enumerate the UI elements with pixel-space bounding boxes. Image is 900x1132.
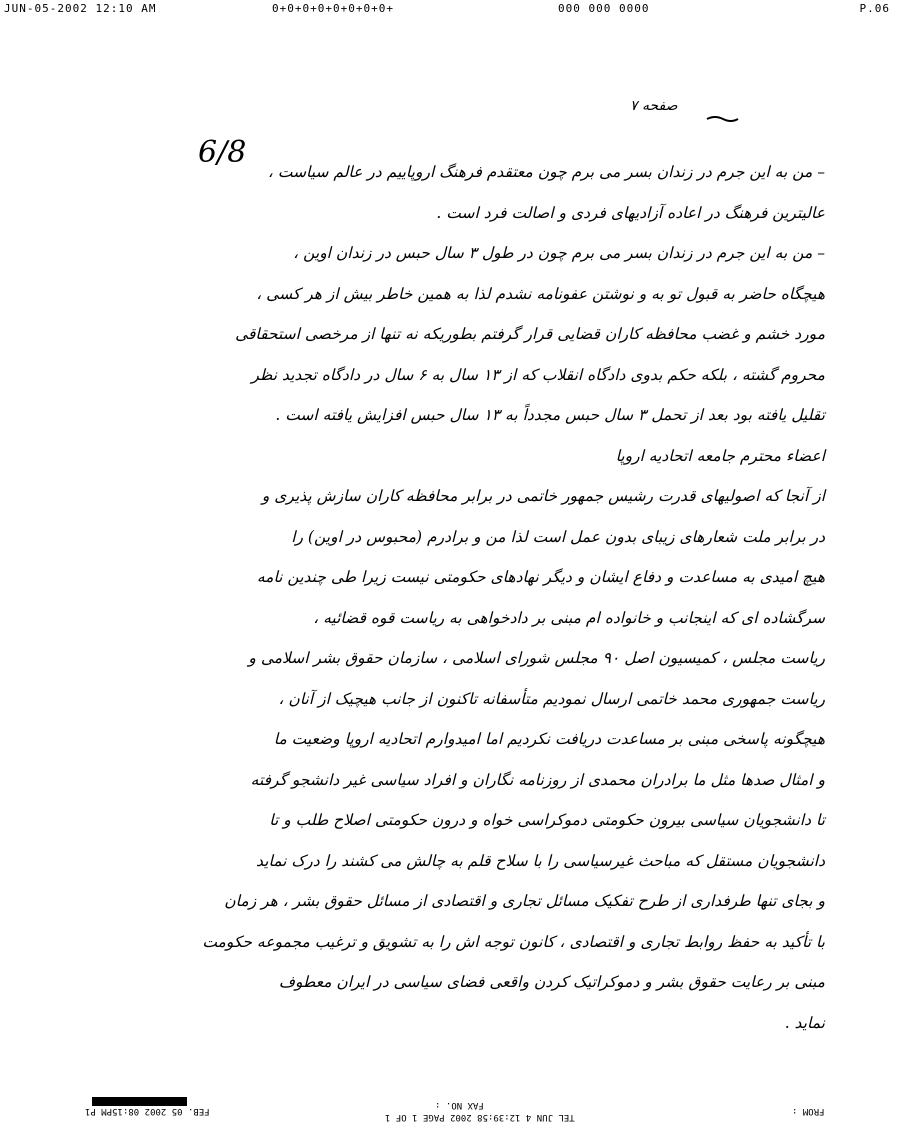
letter-line: مورد خشم و غضب محافظه کاران قضایی قرار گرفتم بطوریکه نه تنها از مرخصی استحقاقی [235,325,825,343]
letter-line: هیچگونه پاسخی مبنی بر مساعدت دریافت نکردیم اما امیدوارم اتحادیه اروپا وضعیت ما [273,730,825,748]
letter-line: محروم گشته ، بلکه حکم بدوی دادگاه انقلاب که از ۱۳ سال به ۶ سال در دادگاه تجدید نظر [251,365,825,384]
letter-body [95,152,825,1043]
letter-line: عالیترین فرهنگ در اعاده آزادیهای فردی و اصالت فرد است . [436,203,825,222]
letter-line: سرگشاده ای که اینجانب و خانواده ام مبنی بر دادخواهی به ریاست قوه قضائیه ، [313,608,825,627]
fax-date-time: JUN-05-2002 12:10 AM [4,2,157,15]
letter-line: هیچگاه حاضر به قبول تو به و نوشتن عفونامه نشدم لذا به همین خاطر بیش از هر کسی ، [256,284,825,303]
letter-line: تقلیل یافته بود بعد از تحمل ۳ سال حبس مجدداً به ۱۳ سال حبس افزایش یافته است . [275,406,825,424]
letter-line: نماید . [784,1013,825,1032]
letter-line: – من به این جرم در زندان بسر می برم چون در طول ۳ سال حبس در زندان اوین ، [293,244,825,262]
fax-footer-from: FROM : [792,1106,825,1116]
letter-line: از آنجا که اصولیهای قدرت رشیس جمهور خاتمی در برابر محافظه کاران سازش پذیری و [261,487,825,505]
fax-header [0,2,900,18]
letter-line: اعضاء محترم جامعه اتحادیه اروپا [615,446,825,465]
letter-line: تا دانشجویان سیاسی بیرون حکومتی دموکراسی خواه و درون حکومتی اصلاح طلب و تا [269,811,825,829]
letter-line: با تأکید به حفظ روابط تجاری و اقتصادی ، کانون توجه اش را به تشویق و ترغیب مجموعه حکومت [202,932,825,951]
letter-line: مبنی بر رعایت حقوق بشر و دموکراتیک کردن واقعی فضای سیاسی در ایران معطوف [278,973,825,991]
letter-line: و امثال صدها مثل ما برادران محمدی از روزنامه نگاران و افراد سیاسی غیر دانشجو گرفته [250,770,825,789]
fax-footer [85,1098,825,1126]
fax-from-number: 0+0+0+0+0+0+0+0+ [272,2,394,15]
letter-line: و بجای تنها طرفداری از طرح تفکیک مسائل تجاری و اقتصادی از مسائل حقوق بشر ، هر زمان [224,892,825,910]
page-label-underline [705,113,740,125]
page-label: صفحه ۷ [630,98,678,114]
letter-line: ریاست جمهوری محمد خاتمی ارسال نمودیم متأسفانه تاکنون از جانب هیچیک از آنان ، [278,689,825,708]
letter-line: هیچ امیدی به مساعدت و دفاع ایشان و دیگر نهادهای حکومتی نیست زیرا طی چندین نامه [256,568,825,586]
fax-footer-bar [92,1097,187,1106]
letter-line: در برابر ملت شعارهای زیبای بدون عمل است لذا من و برادرم (محبوس در اوین) را [291,527,825,546]
handwritten-page-number: 6/8 [198,135,247,170]
letter-line: ریاست مجلس ، کمیسیون اصل ۹۰ مجلس شورای اسلامی ، سازمان حقوق بشر اسلامی و [248,649,825,667]
fax-footer-fax-no: FAX NO. : [435,1100,484,1110]
letter-line: دانشجویان مستقل که مباحث غیرسیاسی را با سلاح قلم به چالش می کشند را درک نماید [256,851,825,870]
fax-to-number: 000 000 0000 [558,2,650,15]
fax-footer-received: FEB. 05 2002 08:15PM P1 [85,1106,210,1116]
fax-page-number: P.06 [859,2,890,15]
fax-footer-transmission: TEL JUN 4 12:39:58 2002 PAGE 1 OF 1 [385,1112,575,1122]
letter-line: – من به این جرم در زندان بسر می برم چون معتقدم فرهنگ اروپاییم در عالم سیاست ، [267,163,825,181]
